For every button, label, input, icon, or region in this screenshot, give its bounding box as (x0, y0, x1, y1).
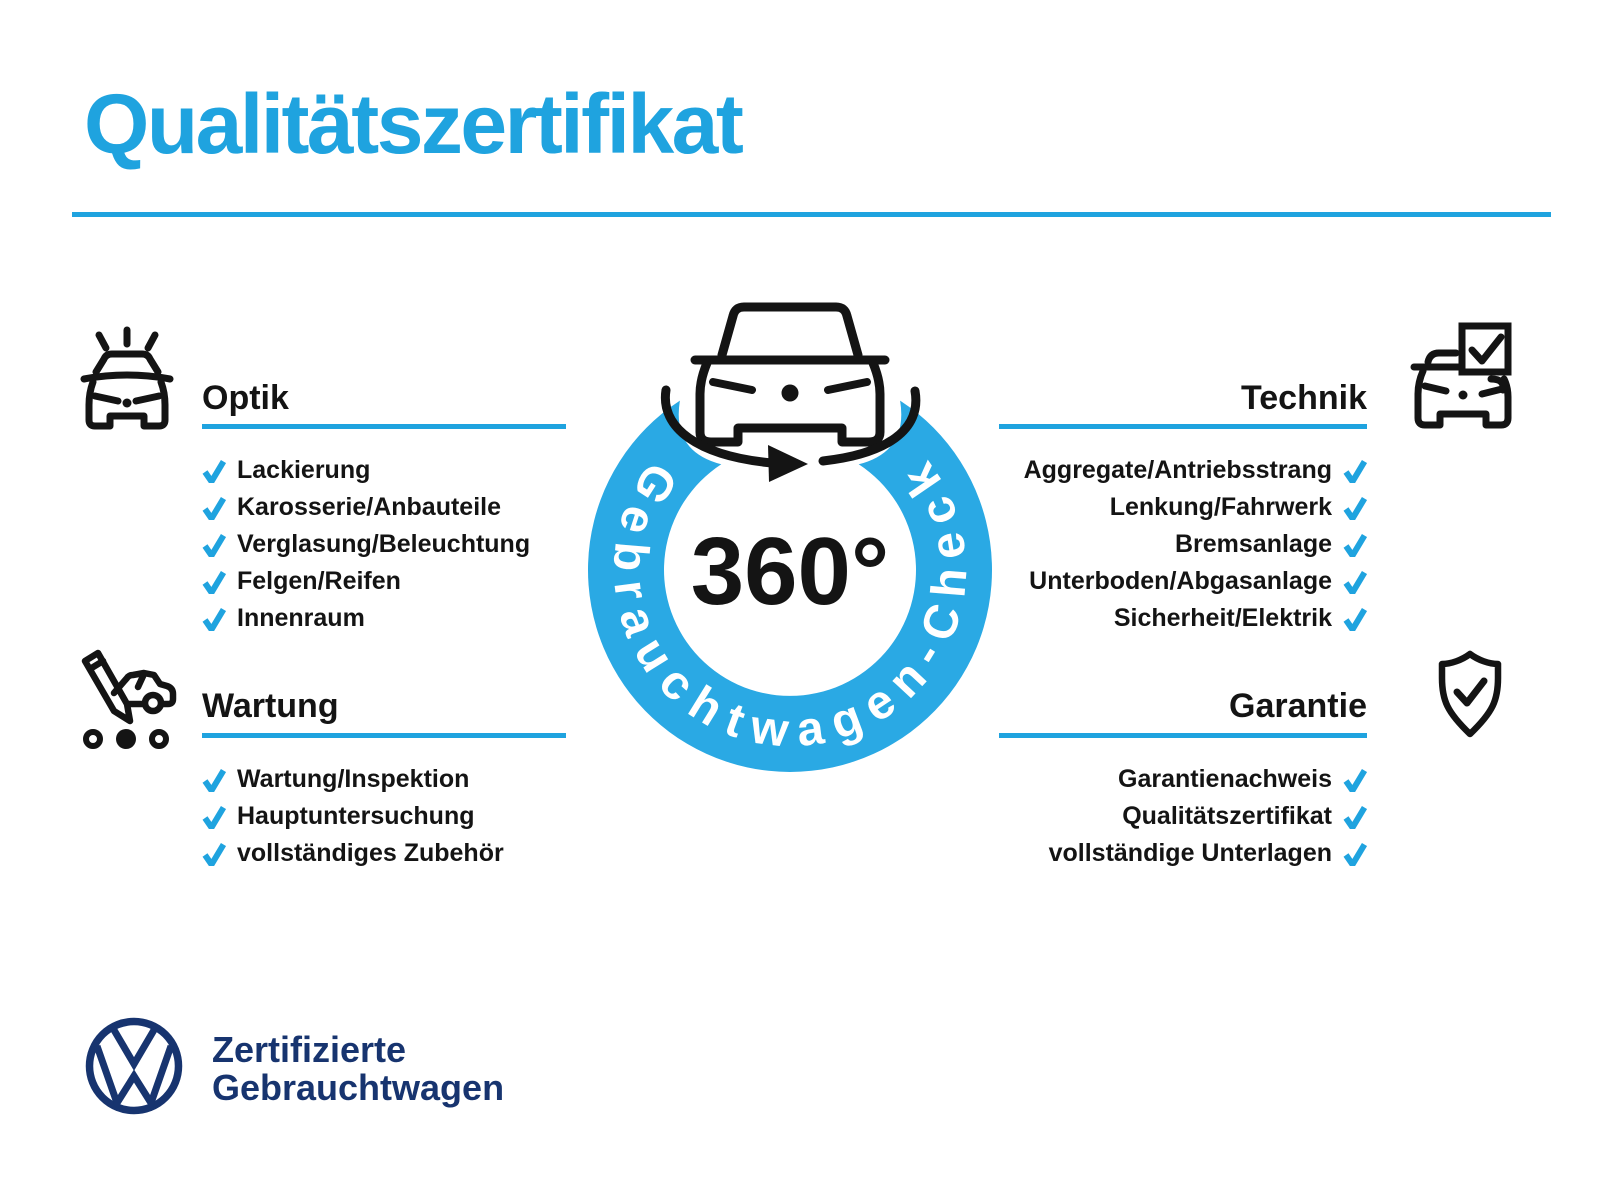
check-item (847, 835, 1367, 872)
check-icon (1343, 607, 1367, 631)
check-icon (1343, 459, 1367, 483)
page-title: Qualitätszertifikat (84, 77, 742, 171)
check-icon (1343, 496, 1367, 520)
badge-ring-label: Gebrauchtwagen-Check (602, 453, 978, 758)
check-item-label: Lenkung/Fahrwerk (1109, 493, 1332, 521)
check-item-label: Garantienachweis (1118, 765, 1332, 793)
check-item (847, 798, 1367, 835)
section-heading-garantie: Garantie (1229, 687, 1367, 725)
car-rotate-icon (665, 307, 915, 482)
check-icon (1343, 570, 1367, 594)
section-heading-optik: Optik (202, 379, 289, 417)
check-icon (202, 607, 226, 631)
check-item (202, 600, 530, 637)
brand-text (212, 1031, 504, 1107)
garantie-rule (999, 733, 1367, 738)
check-item-label: Sicherheit/Elektrik (1113, 604, 1332, 632)
optik-rule (202, 424, 566, 429)
check-icon (1343, 842, 1367, 866)
check-item-label: vollständige Unterlagen (1048, 839, 1332, 867)
check-item (202, 761, 504, 798)
check-icon (202, 570, 226, 594)
section-heading-wartung: Wartung (202, 687, 339, 725)
check-icon (1343, 533, 1367, 557)
check-icon (202, 496, 226, 520)
wartung-rule (202, 733, 566, 738)
check-item-label: Lackierung (237, 456, 371, 484)
section-heading-technik: Technik (1241, 379, 1367, 417)
badge-degree-label: 360° (690, 518, 890, 625)
check-item-label: Felgen/Reifen (237, 567, 401, 595)
vw-logo (84, 1016, 184, 1116)
check-icon (202, 768, 226, 792)
check-item-label: Verglasung/Beleuchtung (237, 530, 531, 558)
car-checklist-icon (1398, 322, 1516, 434)
optik-checklist (202, 452, 530, 637)
check-icon (202, 842, 226, 866)
car-shine-icon (74, 320, 178, 432)
check-item-label: Unterboden/Abgasanlage (1029, 567, 1332, 595)
check-item-label: Wartung/Inspektion (237, 765, 470, 793)
check-icon (1343, 805, 1367, 829)
technik-rule (999, 424, 1367, 429)
check-item (202, 563, 530, 600)
check-item-label: vollständiges Zubehör (237, 839, 504, 867)
check-icon (202, 459, 226, 483)
brand-line-2: Gebrauchtwagen (212, 1067, 505, 1108)
check-icon (1343, 768, 1367, 792)
check-item-label: Innenraum (237, 604, 365, 632)
pencil-car-icon (70, 640, 182, 754)
check-item-label: Hauptuntersuchung (237, 802, 475, 830)
brand-line-1: Zertifizierte (212, 1029, 407, 1070)
check-item (202, 835, 504, 872)
check-item (202, 798, 504, 835)
check-item (202, 452, 530, 489)
360-badge (580, 260, 1000, 780)
title-rule (72, 212, 1551, 217)
check-item-label: Karosserie/Anbauteile (237, 493, 501, 521)
check-item (202, 489, 530, 526)
check-item (202, 526, 530, 563)
shield-check-icon (1434, 650, 1506, 740)
wartung-checklist (202, 761, 504, 872)
check-icon (202, 533, 226, 557)
check-icon (202, 805, 226, 829)
check-item-label: Aggregate/Antriebsstrang (1023, 456, 1332, 484)
check-item-label: Bremsanlage (1174, 530, 1332, 558)
check-item-label: Qualitätszertifikat (1122, 802, 1332, 830)
